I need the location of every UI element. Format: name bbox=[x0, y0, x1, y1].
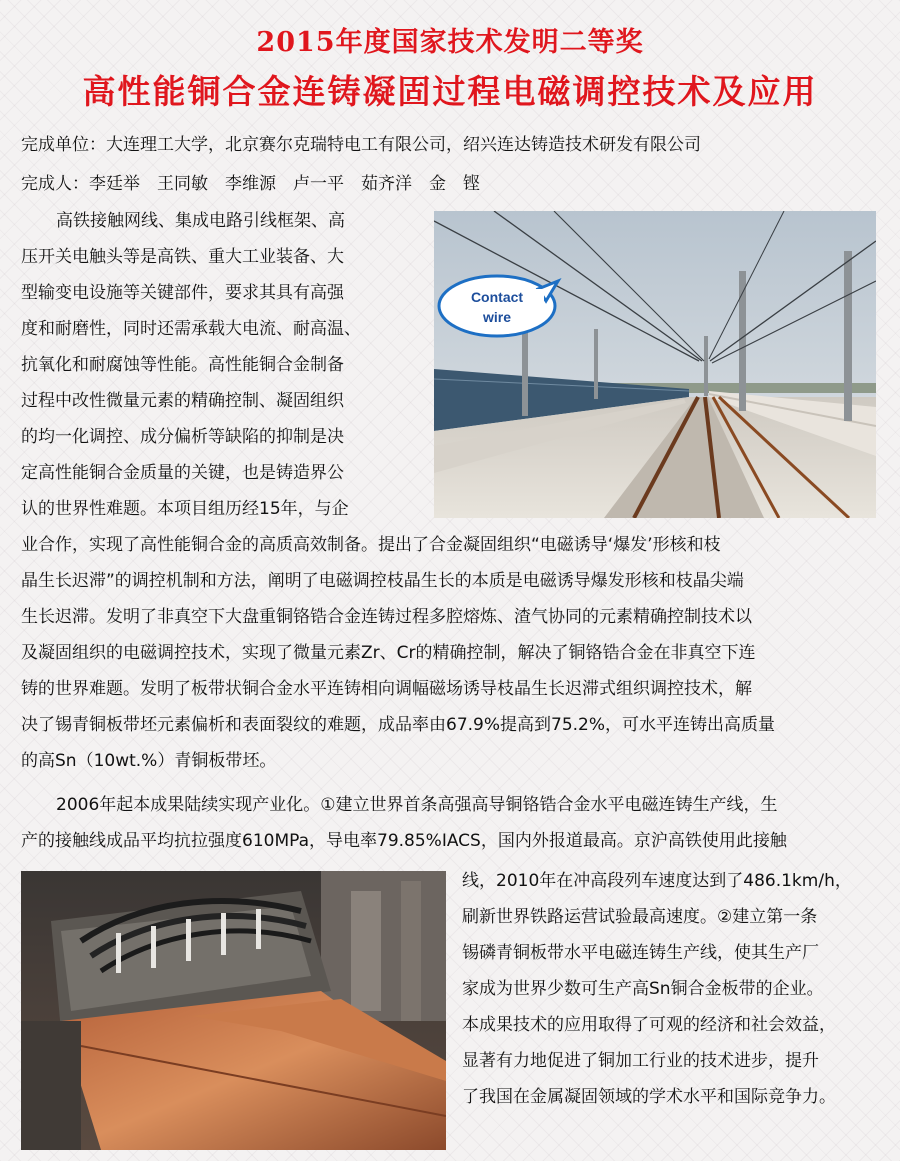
para1-line: 过程中改性微量元素的精确控制、凝固组织 bbox=[21, 391, 344, 411]
para1-line: 认的世界性难题。本项目组历经15年，与企 bbox=[21, 499, 349, 519]
completing-units: 完成单位：大连理工大学，北京赛尔克瑞特电工有限公司，绍兴连达铸造技术研发有限公司 bbox=[21, 135, 701, 155]
para1-line: 决了锡青铜板带坯元素偏析和表面裂纹的难题，成品率由67.9%提高到75.2%，可水平连铸出高质量 bbox=[21, 715, 776, 735]
para1-line: 高铁接触网线、集成电路引线框架、高 bbox=[56, 211, 345, 231]
title-line-2: 高性能铜合金连铸凝固过程电磁调控技术及应用 bbox=[82, 72, 818, 111]
para2-line: 产的接触线成品平均抗拉强度610MPa，导电率79.85%IACS，国内外报道最高。京沪高铁使用此接触 bbox=[21, 831, 787, 851]
para2-line: 家成为世界少数可生产高Sn铜合金板带的企业。 bbox=[462, 979, 824, 999]
para2-line: 本成果技术的应用取得了可观的经济和社会效益， bbox=[462, 1015, 836, 1035]
para1-line: 度和耐磨性，同时还需承载大电流、耐高温、 bbox=[21, 319, 361, 339]
para1-line: 型输变电设施等关键部件，要求其具有高强 bbox=[21, 283, 344, 303]
para1-line: 的高Sn（10wt.%）青铜板带坯。 bbox=[21, 751, 277, 771]
para1-line: 定高性能铜合金质量的关键，也是铸造界公 bbox=[21, 463, 344, 483]
para1-line: 及凝固组织的电磁调控技术，实现了微量元素Zr、Cr的精确控制，解决了铜铬锆合金在非真空下连 bbox=[21, 643, 756, 663]
completing-people: 完成人：李廷举 王同敏 李维源 卢一平 茹齐洋 金 铿 bbox=[21, 174, 480, 194]
para1-line: 压开关电触头等是高铁、重大工业装备、大 bbox=[21, 247, 344, 267]
callout-text-line1: Contact bbox=[470, 289, 524, 305]
para2-line: 2006年起本成果陆续实现产业化。①建立世界首条高强高导铜铬锆合金水平电磁连铸生产线，生 bbox=[56, 795, 778, 815]
para2-line: 线，2010年在冲高段列车速度达到了486.1km/h， bbox=[462, 871, 852, 891]
title-line-1: 2015年度国家技术发明二等奖 bbox=[256, 27, 644, 58]
para1-line: 的均一化调控、成分偏析等缺陷的抑制是决 bbox=[21, 427, 344, 447]
para1-line: 生长迟滞。发明了非真空下大盘重铜铬锆合金连铸过程多腔熔炼、渣气协同的元素精确控制技术以 bbox=[21, 607, 752, 627]
para1-line: 业合作，实现了高性能铜合金的高质高效制备。提出了合金凝固组织“电磁诱导‘爆发’形核和枝 bbox=[21, 535, 721, 555]
para2-line: 了我国在金属凝固领域的学术水平和国际竞争力。 bbox=[462, 1087, 836, 1107]
para1-line: 铸的世界难题。发明了板带状铜合金水平连铸相向调幅磁场诱导枝晶生长迟滞式组织调控技术，解 bbox=[21, 679, 752, 699]
para1-line: 抗氧化和耐腐蚀等性能。高性能铜合金制备 bbox=[21, 355, 344, 375]
para1-line: 晶生长迟滞”的调控机制和方法，阐明了电磁调控枝晶生长的本质是电磁诱导爆发形核和枝晶尖端 bbox=[21, 571, 744, 591]
callout-text-line2: wire bbox=[482, 309, 512, 325]
casting-production-line-photo bbox=[21, 871, 446, 1150]
para2-line: 锡磷青铜板带水平电磁连铸生产线，使其生产厂 bbox=[462, 943, 819, 963]
para2-line: 刷新世界铁路运营试验最高速度。②建立第一条 bbox=[462, 907, 818, 927]
para2-line: 显著有力地促进了铜加工行业的技术进步，提升 bbox=[462, 1051, 819, 1071]
railway-contact-wire-photo bbox=[434, 211, 876, 518]
